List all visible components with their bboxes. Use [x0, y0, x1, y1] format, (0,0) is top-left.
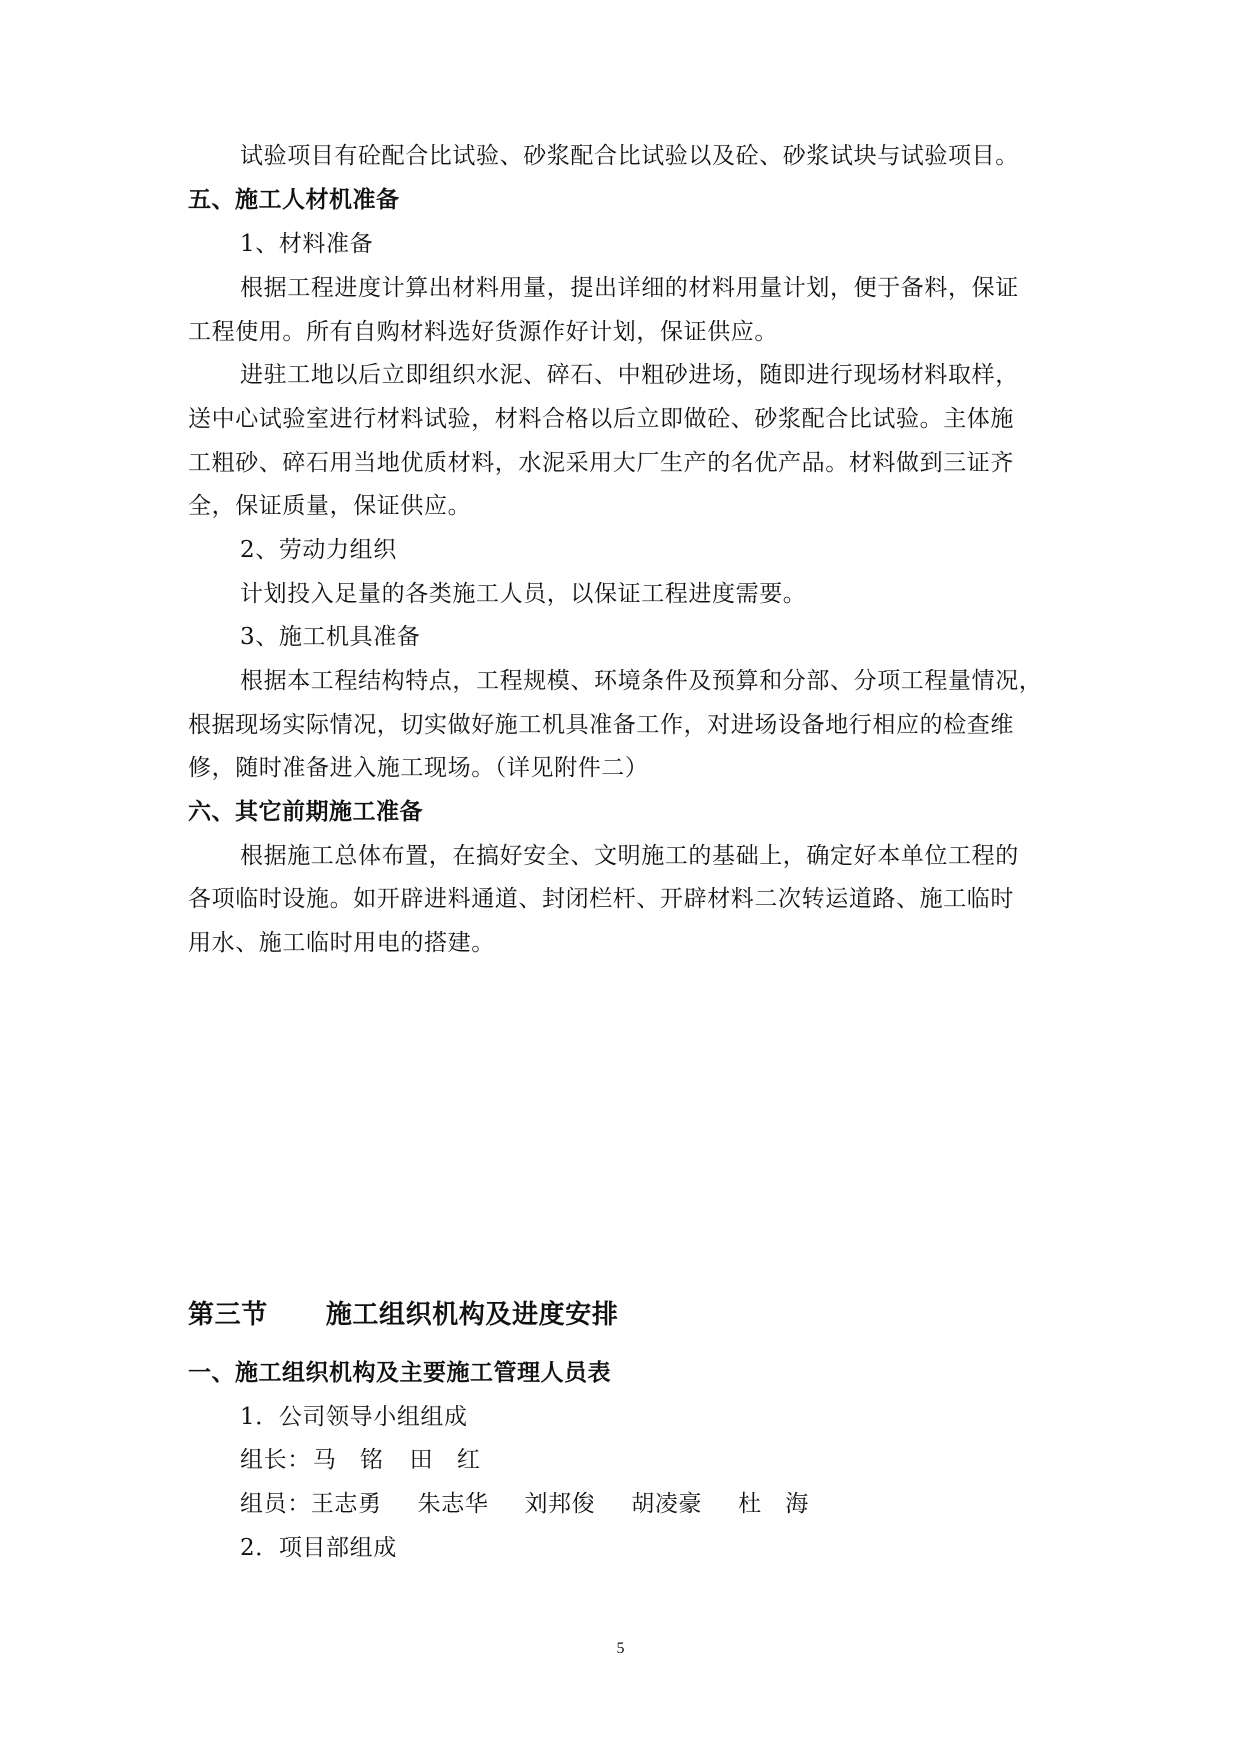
member-name: 胡凌豪: [631, 1491, 703, 1517]
paragraph-line: 根据现场实际情况，切实做好施工机具准备工作，对进场设备地行相应的检查维: [188, 712, 1014, 738]
heading-one: 一、施工组织机构及主要施工管理人员表: [188, 1360, 611, 1386]
paragraph-line: 根据本工程结构特点，工程规模、环境条件及预算和分部、分项工程量情况，: [240, 668, 1043, 694]
heading-six: 六、其它前期施工准备: [188, 799, 423, 825]
section-name: 施工组织机构及进度安排: [325, 1300, 619, 1330]
paragraph-line: 送中心试验室进行材料试验，材料合格以后立即做砼、砂浆配合比试验。主体施: [188, 406, 1014, 432]
group-members-line: [240, 1489, 809, 1519]
member-name: 刘邦俊: [524, 1491, 596, 1517]
paragraph-line: 全，保证质量，保证供应。: [188, 493, 472, 519]
section-number: 第三节: [188, 1300, 268, 1330]
group-leaders-line: [240, 1445, 480, 1475]
paragraph-line: 修，随时准备进入施工现场。（详见附件二）: [188, 755, 649, 781]
paragraph-line: 根据工程进度计算出材料用量，提出详细的材料用量计划，便于备料，保证: [240, 275, 1019, 301]
leaders-label: 组长：: [240, 1447, 311, 1473]
paragraph-line: 根据施工总体布置，在搞好安全、文明施工的基础上，确定好本单位工程的: [240, 843, 1019, 869]
paragraph-line: 各项临时设施。如开辟进料通道、封闭栏杆、开辟材料二次转运道路、施工临时: [188, 886, 1014, 912]
page-number: 5: [616, 1640, 625, 1657]
subheading-machinery: 3、施工机具准备: [240, 624, 421, 650]
members-label: 组员：: [240, 1491, 311, 1517]
subheading-labor: 2、劳动力组织: [240, 537, 397, 563]
paragraph-line: 工程使用。所有自购材料选好货源作好计划，保证供应。: [188, 319, 778, 345]
paragraph-line: 试验项目有砼配合比试验、砂浆配合比试验以及砼、砂浆试块与试验项目。: [240, 143, 1019, 169]
paragraph-line: 进驻工地以后立即组织水泥、碎石、中粗砂进场，随即进行现场材料取样，: [240, 362, 1019, 388]
member-name: 杜 海: [738, 1491, 809, 1517]
leader-name: 马 铭: [312, 1447, 384, 1473]
member-name: 朱志华: [417, 1491, 489, 1517]
heading-five: 五、施工人材机准备: [188, 187, 400, 213]
list-item-project-dept: 2．项目部组成: [240, 1535, 397, 1561]
member-name: 王志勇: [310, 1491, 382, 1517]
paragraph-line: 工粗砂、碎石用当地优质材料，水泥采用大厂生产的名优产品。材料做到三证齐: [188, 450, 1014, 476]
leader-name: 田 红: [409, 1447, 481, 1473]
list-item-company-group: 1．公司领导小组组成: [240, 1404, 468, 1430]
section-title: [188, 1298, 618, 1332]
paragraph-line: 用水、施工临时用电的搭建。: [188, 930, 495, 956]
subheading-materials: 1、材料准备: [240, 231, 374, 257]
paragraph-line: 计划投入足量的各类施工人员，以保证工程进度需要。: [240, 581, 807, 607]
